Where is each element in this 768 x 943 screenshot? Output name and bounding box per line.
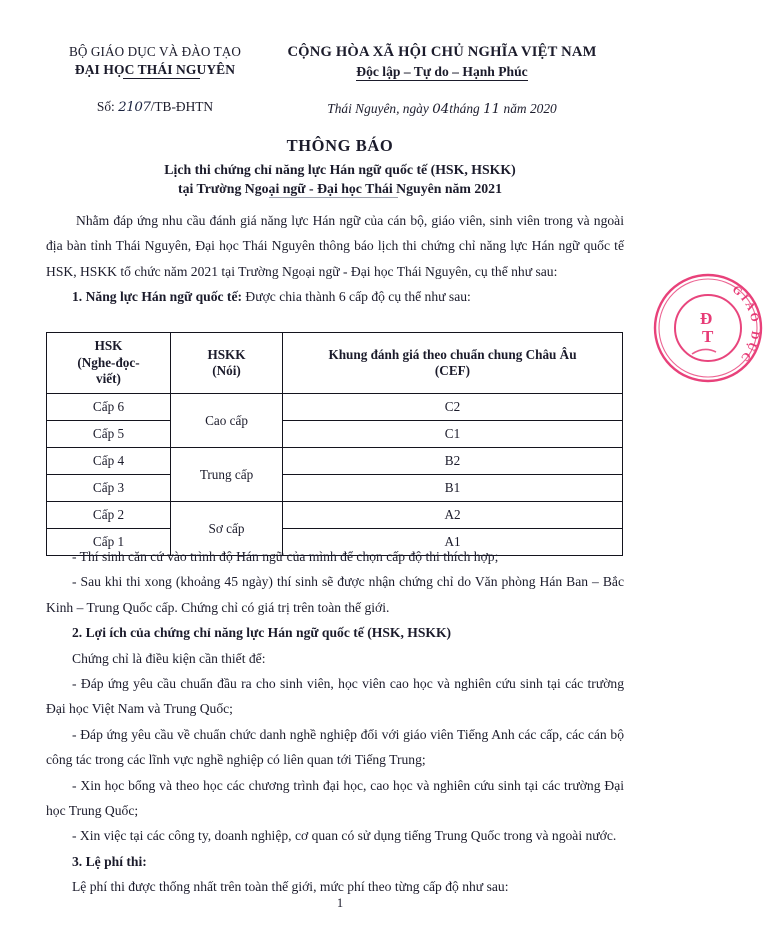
document-number [30,99,280,115]
post-table-content [46,544,624,900]
section2-heading [46,620,624,645]
cell-hskk-group: Cao cấp [171,394,283,448]
intro-block [46,208,624,310]
place-and-date [272,101,612,117]
section1-heading-bold: 1. Năng lực Hán ngữ quốc tế: [72,289,243,305]
date-prefix: Thái Nguyên, ngày [327,101,429,116]
section2-lead: Chứng chỉ là điều kiện cần thiết để: [72,650,266,666]
official-seal-stamp [648,268,768,388]
cell-hskk-group: Trung cấp [171,448,283,502]
document-number-label: Số: [96,99,115,114]
svg-text:GIÁO DỤC: GIÁO DỤC [729,283,762,366]
title-subtitle-line2: tại Trường Ngoại ngữ - Đại học Thái Nguyên năm 2021 [178,181,502,196]
cell-hskk-group: Sơ cấp [171,502,283,556]
cell-cef-level: C1 [283,421,623,448]
hsk-level-table-wrapper [46,332,622,556]
title-subtitle-line1: Lịch thi chứng chỉ năng lực Hán ngữ quốc tế (HSK, HSKK) [164,162,516,177]
column-header-hsk-line2: (Nghe-đọc- [77,354,140,370]
column-header-hsk-line1: HSK [94,338,123,354]
section1-note-1: - Thí sinh căn cứ vào trình độ Hán ngữ của mình để chọn cấp độ thi thích hợp; [72,549,499,564]
document-title-block [0,136,680,198]
column-header-hskk [171,333,283,394]
page-number: 1 [336,896,344,910]
intro-paragraph: Nhằm đáp ứng nhu cầu đánh giá năng lực Hán ngữ của cán bộ, giáo viên, sinh viên trong và ngoài địa bàn tỉnh Thái Nguyên, Đại học Thái Nguyên thông báo lịch thi chứng chỉ năng lực Hán ngữ quốc tế HSK, HSKK tổ chức năm 2021 tại Trường Ngoại ngữ - Đại học Thái Nguyên, cụ thể như sau: [46,213,624,279]
cell-hsk-level: Cấp 5 [47,421,171,448]
cell-hsk-level: Cấp 1 [47,529,171,556]
column-header-hsk [47,333,171,394]
column-header-cef [283,333,623,394]
section2-item-2: - Đáp ứng yêu cầu về chuẩn chức danh nghề nghiệp đối với giáo viên Tiếng Anh các cấp, các cán bộ công tác trong các lĩnh vực nghề nghiệp có liên quan tới Tiếng Trung; [46,726,624,768]
university-name: ĐẠI HỌC THÁI NGUYÊN [74,62,236,77]
table-row [47,421,623,448]
svg-text:Đ: Đ [700,309,713,328]
date-year-label: năm [503,101,527,116]
column-header-cef-line2: (CEF) [434,363,471,378]
cell-cef-level: B2 [283,448,623,475]
table-header-row [47,333,623,394]
section2-heading-text: 2. Lợi ích của chứng chỉ năng lực Hán ngữ quốc tế (HSK, HSKK) [72,625,452,641]
document-header [0,44,680,134]
section3-lead: Lệ phí thi được thống nhất trên toàn thế giới, mức phí theo từng cấp độ như sau: [72,879,509,895]
table-row [47,475,623,502]
date-month: 11 [483,102,501,117]
national-heading-block [272,44,612,117]
table-row [47,502,623,529]
cell-hsk-level: Cấp 6 [47,394,171,421]
document-number-suffix: /TB-ĐHTN [150,99,214,114]
section3-heading-text: 3. Lệ phí thi: [72,853,147,869]
document-number-handwritten: 2107 [118,100,151,115]
column-header-hskk-line2: (Nói) [212,363,241,378]
country-name: CỘNG HÒA XÃ HỘI CHỦ NGHĨA VIỆT NAM [287,44,597,60]
cell-cef-level: A2 [283,502,623,529]
column-header-hsk-line3: viết) [96,371,121,387]
column-header-cef-line1: Khung đánh giá theo chuẩn chung Châu Âu [328,346,577,362]
section2-item-4: - Xin việc tại các công ty, doanh nghiệp, cơ quan có sử dụng tiếng Trung Quốc trong và ngoài nước. [72,828,617,844]
cell-cef-level: C2 [283,394,623,421]
issuing-authority-block [30,44,280,115]
table-row [47,448,623,475]
column-header-hskk-line1: HSKK [207,346,246,362]
section2-item-3: - Xin học bổng và theo học các chương trình đại học, cao học và nghiên cứu sinh tại các trường Đại học Trung Quốc; [46,777,624,819]
date-year: 2020 [529,101,557,116]
cell-cef-level: B1 [283,475,623,502]
date-month-label: tháng [449,101,480,116]
date-day: 04 [432,102,450,117]
cell-hsk-level: Cấp 4 [47,448,171,475]
section1-heading-rest: Được chia thành 6 cấp độ cụ thể như sau: [242,289,471,305]
national-motto: Độc lập – Tự do – Hạnh Phúc [356,64,528,79]
section1-note-2: - Sau khi thi xong (khoảng 45 ngày) thí sinh sẽ được nhận chứng chỉ do Văn phòng Hán Ban – Bắc Kinh – Trung Quốc cấp. Chứng chỉ có giá trị trên toàn thế giới. [46,574,624,615]
cell-cef-level: A1 [283,529,623,556]
hsk-level-table [46,332,623,556]
svg-text:T: T [702,327,714,346]
page-title: THÔNG BÁO [286,136,394,155]
cell-hsk-level: Cấp 2 [47,502,171,529]
table-row [47,394,623,421]
ministry-name: BỘ GIÁO DỤC VÀ ĐÀO TẠO [68,44,242,59]
section2-item-1: - Đáp ứng yêu cầu chuẩn đầu ra cho sinh viên, học viên cao học và nghiên cứu sinh tại các trường Đại học Việt Nam và Trung Quốc; [46,676,624,717]
section1-heading [46,284,624,309]
section3-heading [46,849,624,874]
cell-hsk-level: Cấp 3 [47,475,171,502]
